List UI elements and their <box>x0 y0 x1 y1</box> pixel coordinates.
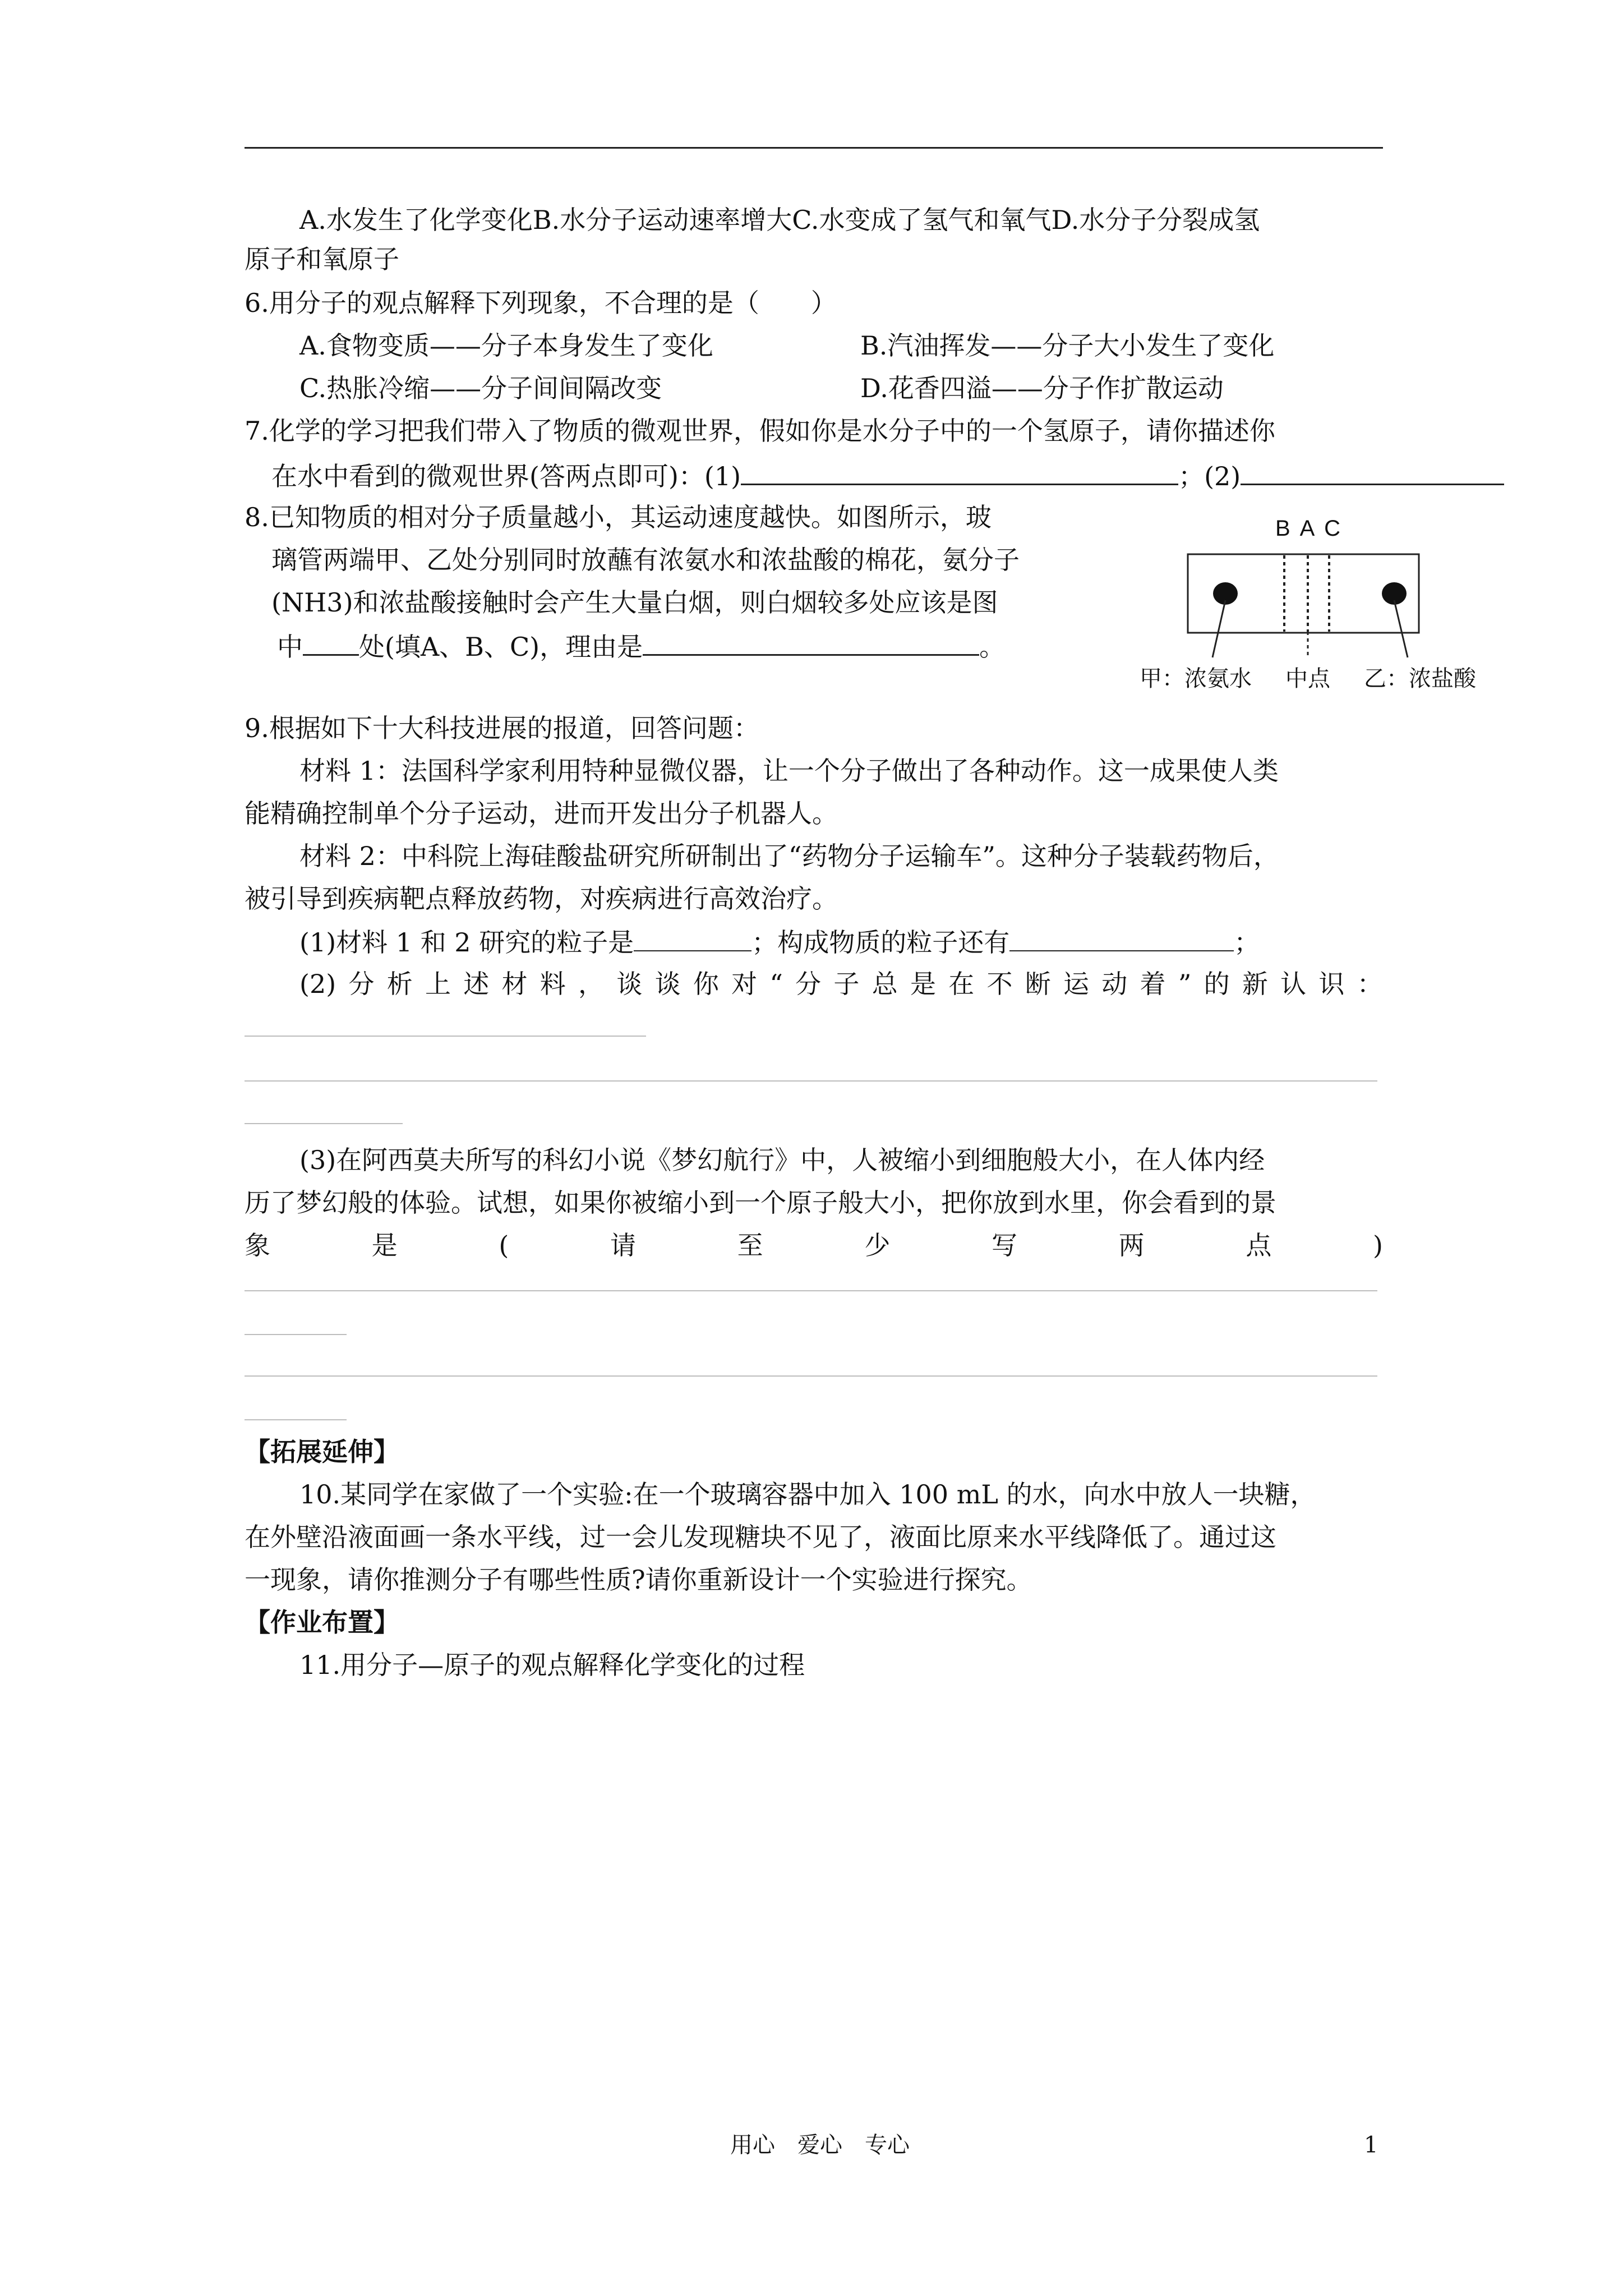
q7-line2 <box>271 457 1504 494</box>
q9-sub3-line2: 历了梦幻般的体验。试想，如果你被缩小到一个原子般大小，把你放到水里，你会看到的景 <box>245 1188 1276 1218</box>
q9-sub3-line3 <box>245 1227 1383 1263</box>
q9-sub2-char: 动 <box>1101 969 1128 999</box>
q9-sub2-char: 谈 <box>616 969 643 999</box>
q9-sub2-char: 料 <box>540 969 566 999</box>
page-number: 1 <box>1364 2132 1378 2158</box>
q9-other-particles-blank[interactable] <box>1009 923 1234 951</box>
q9-sub2-char: (2) <box>299 969 336 999</box>
q6-option-c: C.热胀冷缩——分子间间隔改变 <box>299 373 662 403</box>
q9-sub2-char: 是 <box>910 969 936 999</box>
q9-sub3-char: 至 <box>737 1230 763 1260</box>
q9-sub2-char: 述 <box>463 969 490 999</box>
q8-line4-b: 处(填A、B、C)，理由是 <box>359 632 643 662</box>
q9-sub3-char: 少 <box>864 1230 891 1260</box>
q9-sub2-char: 子 <box>833 969 860 999</box>
q9-sub2-char: 分 <box>795 969 822 999</box>
q8-line2: 璃管两端甲、乙处分别同时放蘸有浓氨水和浓盐酸的棉花，氨分子 <box>271 545 1020 575</box>
q9-material1-line1: 材料 1：法国科学家利用特种显微仪器，让一个分子做出了各种动作。这一成果使人类 <box>299 756 1279 786</box>
q9-stem: 9.根据如下十大科技进展的报道，回答问题： <box>245 713 759 743</box>
q11-line1: 11.用分子—原子的观点解释化学变化的过程 <box>299 1650 805 1680</box>
q9-sub2-char: 总 <box>872 969 898 999</box>
footer-motto: 用心 爱心 专心 <box>730 2132 910 2158</box>
q9-sub2-char: 新 <box>1242 969 1268 999</box>
diagram-label-mid: 中点 <box>1285 666 1330 692</box>
q9-sub3-answer-line-1[interactable] <box>245 1290 1377 1291</box>
q9-sub3-char: ( <box>499 1230 509 1260</box>
q9-sub3-char: 是 <box>371 1230 398 1260</box>
diagram-label-right: 乙：浓盐酸 <box>1364 666 1476 692</box>
diagram-position-labels: B A C <box>1275 516 1343 541</box>
q10-line1: 10.某同学在家做了一个实验:在一个玻璃容器中加入 100 mL 的水，向水中放人一块糖， <box>299 1479 1316 1510</box>
q9-sub2-char: 材 <box>501 969 528 999</box>
glass-tube-diagram <box>1140 516 1481 707</box>
q9-sub2-char: ， <box>578 969 605 999</box>
q10-line2: 在外壁沿液面画一条水平线，过一会儿发现糖块不见了，液面比原来水平线降低了。通过这 <box>245 1522 1276 1552</box>
q9-sub2-answer-line-3[interactable] <box>245 1123 403 1124</box>
q8-line4-c: 。 <box>979 632 1006 662</box>
q9-sub2-char: 认 <box>1280 969 1307 999</box>
q9-sub3-char: 点 <box>1246 1230 1272 1260</box>
q9-sub2-char: 断 <box>1025 969 1051 999</box>
q9-sub3-char: ) <box>1373 1230 1383 1260</box>
q9-sub2-char: 着 <box>1140 969 1166 999</box>
q9-sub2-char: 不 <box>986 969 1013 999</box>
q6-option-d: D.花香四溢——分子作扩散运动 <box>860 373 1224 403</box>
q7-line2-prefix: 在水中看到的微观世界(答两点即可)：(1) <box>271 461 741 491</box>
q7-answer-blank-2[interactable] <box>1241 457 1504 485</box>
homework-heading: 【作业布置】 <box>245 1607 399 1637</box>
q9-sub2-char: 析 <box>386 969 413 999</box>
q9-sub2-char: ” <box>1178 969 1192 999</box>
q9-sub2-char: 运 <box>1063 969 1090 999</box>
q9-sub2-char: 识 <box>1318 969 1345 999</box>
q8-position-blank[interactable] <box>303 627 359 656</box>
q8-line1: 8.已知物质的相对分子质量越小，其运动速度越快。如图所示，玻 <box>245 502 992 532</box>
q8-line4 <box>277 627 1005 665</box>
q9-sub2-char: ： <box>1357 969 1383 999</box>
q9-sub2-char: 的 <box>1204 969 1230 999</box>
q9-sub3-char: 象 <box>245 1230 270 1260</box>
q9-sub3-char: 写 <box>991 1230 1017 1260</box>
q9-sub2-char: 在 <box>948 969 975 999</box>
q6-stem: 6.用分子的观点解释下列现象，不合理的是（ ） <box>245 288 837 318</box>
q10-line3: 一现象，请你推测分子有哪些性质?请你重新设计一个实验进行探究。 <box>245 1565 1032 1595</box>
q9-material2-line2: 被引导到疾病靶点释放药物，对疾病进行高效治疗。 <box>245 884 838 914</box>
q9-sub2-char: “ <box>769 969 783 999</box>
q9-sub1-c: ； <box>1234 927 1260 958</box>
q9-material2-line1: 材料 2：中科院上海硅酸盐研究所研制出了“药物分子运输车”。这种分子装载药物后， <box>299 841 1279 871</box>
q9-sub1 <box>299 923 1260 960</box>
ammonia-pointer <box>1212 600 1225 657</box>
q9-sub3-line1: (3)在阿西莫夫所写的科幻小说《梦幻航行》中，人被缩小到细胞般大小，在人体内经 <box>299 1145 1265 1175</box>
q8-reason-blank[interactable] <box>643 627 979 656</box>
q7-line1: 7.化学的学习把我们带入了物质的微观世界，假如你是水分子中的一个氢原子，请你描述你 <box>245 416 1275 446</box>
q5-options-line2: 原子和氧原子 <box>245 244 399 274</box>
q8-line4-a: 中 <box>277 632 303 662</box>
header-rule <box>245 147 1383 149</box>
q9-sub2-char: 谈 <box>654 969 681 999</box>
q9-sub2-char: 分 <box>348 969 375 999</box>
q9-sub3-answer-line-2[interactable] <box>245 1334 347 1335</box>
q9-sub2-char: 你 <box>693 969 719 999</box>
q9-sub2 <box>299 966 1383 1002</box>
q7-answer-blank-1[interactable] <box>741 457 1178 485</box>
q9-sub2-char: 上 <box>425 969 451 999</box>
q6-option-b: B.汽油挥发——分子大小发生了变化 <box>860 330 1275 361</box>
q9-sub2-answer-line-2[interactable] <box>245 1080 1377 1082</box>
q8-line3: (NH3)和浓盐酸接触时会产生大量白烟，则白烟较多处应该是图 <box>271 587 998 618</box>
q9-sub3-answer-line-3[interactable] <box>245 1375 1377 1377</box>
q9-sub1-a: (1)材料 1 和 2 研究的粒子是 <box>299 927 634 958</box>
q9-sub3-answer-line-4[interactable] <box>245 1419 347 1420</box>
q9-sub3-char: 请 <box>610 1230 636 1260</box>
q6-option-a: A.食物变质——分子本身发生了变化 <box>299 330 713 361</box>
q9-sub2-answer-line-1[interactable] <box>245 1036 646 1037</box>
hcl-pointer <box>1394 600 1408 657</box>
diagram-label-left: 甲：浓氨水 <box>1140 666 1252 692</box>
q7-line2-mid: ；(2) <box>1178 461 1241 491</box>
q9-material1-line2: 能精确控制单个分子运动，进而开发出分子机器人。 <box>245 798 838 829</box>
extension-heading: 【拓展延伸】 <box>245 1437 399 1467</box>
q9-sub2-char: 对 <box>731 969 758 999</box>
q5-options-line: A.水发生了化学变化B.水分子运动速率增大C.水变成了氢气和氧气D.水分子分裂成氢 <box>299 205 1260 235</box>
q9-sub1-b: ；构成物质的粒子还有 <box>751 927 1010 958</box>
q9-sub3-char: 两 <box>1118 1230 1145 1260</box>
q9-particle-blank[interactable] <box>634 923 751 951</box>
